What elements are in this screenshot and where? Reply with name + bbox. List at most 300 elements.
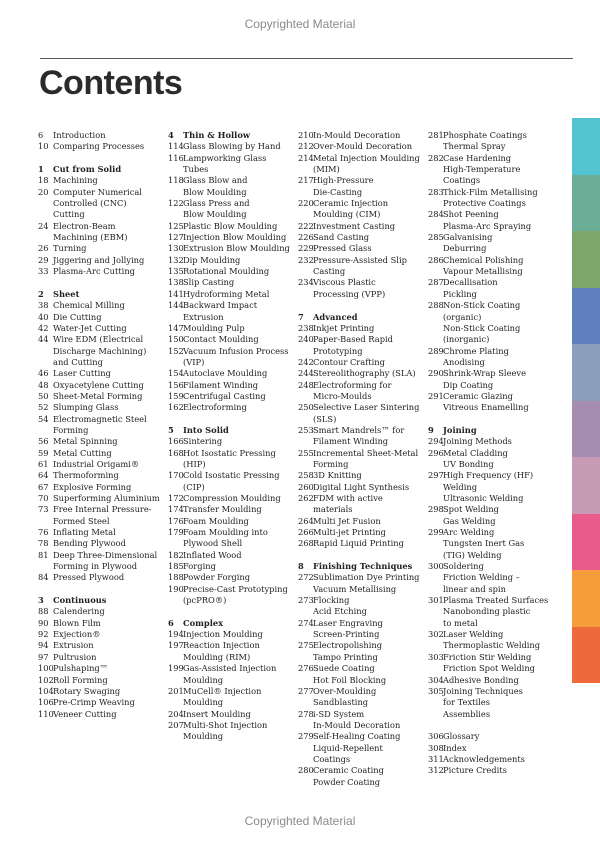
toc-entry[interactable] — [168, 255, 293, 266]
toc-entry[interactable] — [428, 765, 553, 776]
entry-line: Deep Three-Dimensional — [53, 549, 158, 560]
toc-entry[interactable] — [168, 686, 293, 709]
toc-entry[interactable] — [38, 527, 163, 538]
chapter-heading[interactable] — [38, 289, 163, 300]
page-number: 194 — [168, 629, 184, 640]
entry-line: Plywood Shell — [183, 538, 243, 549]
toc-entry[interactable] — [298, 130, 423, 141]
toc-entry[interactable] — [38, 640, 163, 651]
entry-line: (TIG) Welding — [443, 549, 502, 560]
toc-entry[interactable] — [168, 266, 293, 277]
section-spacer — [428, 414, 553, 425]
entry-line: Backward Impact — [183, 300, 258, 311]
entry-line: Inflated Wood — [183, 549, 242, 560]
entry-line: Dip Coating — [443, 379, 494, 390]
entry-line: Soldering — [443, 561, 484, 572]
entry-line: Chrome Plating — [443, 345, 509, 356]
entry-line: Metal Cutting — [53, 447, 112, 458]
entry-line: Rotational Moulding — [183, 266, 270, 277]
toc-entry[interactable] — [428, 130, 553, 153]
page-number: 176 — [168, 515, 184, 526]
page-number: 116 — [168, 152, 184, 163]
entry-title — [183, 391, 293, 402]
page-number: 118 — [168, 175, 184, 186]
entry-title — [313, 130, 423, 141]
toc-entry[interactable] — [168, 300, 293, 323]
entry-line: Micro-Moulds — [313, 390, 372, 401]
toc-entry[interactable] — [298, 448, 423, 471]
toc-entry[interactable] — [38, 550, 163, 573]
toc-entry[interactable] — [38, 459, 163, 470]
chapter-heading[interactable] — [168, 425, 293, 436]
toc-entry[interactable] — [168, 720, 293, 743]
entry-title — [183, 368, 293, 379]
page-number: 253 — [298, 424, 314, 435]
entry-line: Deburring — [443, 243, 487, 254]
toc-entry[interactable] — [428, 527, 553, 561]
entry-title — [53, 130, 163, 141]
toc-entry[interactable] — [38, 629, 163, 640]
entry-line: Incremental Sheet-Metal — [313, 447, 419, 458]
toc-entry[interactable] — [168, 629, 293, 640]
toc-entry[interactable] — [168, 198, 293, 221]
toc-entry[interactable] — [38, 402, 163, 413]
page-number: 185 — [168, 561, 184, 572]
toc-entry[interactable] — [298, 232, 423, 243]
toc-entry[interactable] — [298, 402, 423, 425]
entry-title — [53, 380, 163, 391]
toc-entry[interactable] — [298, 538, 423, 549]
entry-title — [183, 243, 293, 254]
chapter-number: 5 — [168, 424, 174, 435]
toc-entry[interactable] — [168, 516, 293, 527]
page-number: 54 — [38, 413, 49, 424]
entry-line: Extrusion — [53, 640, 94, 651]
toc-entry[interactable] — [298, 731, 423, 765]
chapter-heading[interactable] — [38, 595, 163, 606]
page-number: 299 — [428, 527, 444, 538]
toc-entry[interactable] — [168, 572, 293, 583]
toc-entry[interactable] — [168, 141, 293, 152]
toc-entry[interactable] — [168, 277, 293, 288]
entry-line: Insert Moulding — [183, 708, 251, 719]
toc-entry[interactable] — [38, 572, 163, 583]
entry-title — [313, 402, 423, 425]
entry-line: Contact Moulding — [183, 334, 259, 345]
toc-entry[interactable] — [168, 289, 293, 300]
toc-entry[interactable] — [38, 482, 163, 493]
page-number: 287 — [428, 277, 444, 288]
toc-entry[interactable] — [298, 686, 423, 709]
page-number: 312 — [428, 765, 444, 776]
toc-entry[interactable] — [298, 516, 423, 527]
toc-entry[interactable] — [428, 436, 553, 447]
toc-entry[interactable] — [428, 209, 553, 232]
toc-entry[interactable] — [38, 368, 163, 379]
entry-line: Advanced — [313, 311, 358, 322]
toc-entry[interactable] — [298, 765, 423, 788]
toc-entry[interactable] — [428, 675, 553, 686]
toc-entry[interactable] — [168, 504, 293, 515]
toc-entry[interactable] — [428, 448, 553, 471]
toc-entry[interactable] — [168, 175, 293, 198]
toc-entry[interactable] — [38, 266, 163, 277]
entry-title — [443, 754, 553, 765]
chapter-title — [183, 425, 293, 436]
toc-entry[interactable] — [38, 312, 163, 323]
entry-line: Plastic Blow Moulding — [183, 220, 278, 231]
page-number: 190 — [168, 583, 184, 594]
toc-entry[interactable] — [428, 686, 553, 720]
toc-entry[interactable] — [38, 709, 163, 720]
toc-entry[interactable] — [298, 380, 423, 403]
toc-entry[interactable] — [38, 448, 163, 459]
entry-line: Die Cutting — [53, 311, 102, 322]
entry-line: Electron-Beam — [53, 220, 116, 231]
toc-entry[interactable] — [428, 232, 553, 255]
chapter-number: 1 — [38, 164, 44, 175]
toc-entry[interactable] — [38, 187, 163, 221]
toc-entry[interactable] — [298, 482, 423, 493]
entry-line: Electropolishing — [313, 640, 383, 651]
entry-title — [183, 561, 293, 572]
toc-entry[interactable] — [428, 561, 553, 595]
toc-entry[interactable] — [168, 402, 293, 413]
page-number: 46 — [38, 368, 49, 379]
toc-entry[interactable] — [38, 391, 163, 402]
toc-entry[interactable] — [428, 391, 553, 414]
toc-entry[interactable] — [38, 243, 163, 254]
entry-line: Plasma Treated Surfaces — [443, 595, 549, 606]
toc-entry[interactable] — [298, 470, 423, 481]
entry-line: High-Pressure — [313, 175, 374, 186]
entry-title — [183, 709, 293, 720]
toc-entry[interactable] — [168, 243, 293, 254]
toc-entry[interactable] — [298, 663, 423, 686]
toc-entry[interactable] — [38, 300, 163, 311]
page-number: 170 — [168, 470, 184, 481]
entry-title — [313, 595, 423, 618]
entry-title — [183, 380, 293, 391]
page-number: 266 — [298, 527, 314, 538]
toc-entry[interactable] — [168, 346, 293, 369]
toc-entry[interactable] — [38, 414, 163, 437]
entry-title — [313, 538, 423, 549]
page-number: 102 — [38, 674, 54, 685]
entry-title — [53, 255, 163, 266]
entry-line: Plasma-Arc Cutting — [53, 266, 135, 277]
entry-line: (CIP) — [183, 481, 205, 492]
entry-line: Tungsten Inert Gas — [443, 538, 525, 549]
entry-title — [183, 402, 293, 413]
toc-entry[interactable] — [298, 357, 423, 368]
toc-entry[interactable] — [38, 606, 163, 617]
entry-title — [313, 482, 423, 493]
entry-title — [313, 175, 423, 198]
chapter-tab-6 — [572, 401, 600, 458]
chapter-heading[interactable] — [298, 312, 423, 323]
copyright-watermark-bottom: Copyrighted Material — [244, 814, 356, 828]
toc-entry[interactable] — [298, 572, 423, 595]
toc-entry[interactable] — [168, 368, 293, 379]
page-number: 122 — [168, 198, 184, 209]
page-number: 273 — [298, 595, 314, 606]
toc-entry[interactable] — [298, 277, 423, 300]
toc-entry[interactable] — [298, 368, 423, 379]
entry-title — [443, 368, 553, 391]
entry-line: Vitreous Enamelling — [443, 402, 529, 413]
toc-entry[interactable] — [168, 334, 293, 345]
toc-entry[interactable] — [38, 697, 163, 708]
toc-entry[interactable] — [428, 629, 553, 652]
entry-line: Joining — [443, 424, 477, 435]
toc-entry[interactable] — [298, 527, 423, 538]
toc-entry[interactable] — [38, 255, 163, 266]
toc-entry[interactable] — [168, 493, 293, 504]
toc-entry[interactable] — [168, 470, 293, 493]
page-number: 250 — [298, 402, 314, 413]
toc-entry[interactable] — [38, 323, 163, 334]
chapter-title — [183, 130, 293, 141]
toc-entry[interactable] — [428, 743, 553, 754]
toc-entry[interactable] — [38, 470, 163, 481]
entry-line: Glass Press and — [183, 198, 250, 209]
entry-title — [313, 425, 423, 448]
toc-entry[interactable] — [428, 652, 553, 675]
entry-line: Filament Winding — [183, 379, 259, 390]
entry-title — [183, 493, 293, 504]
entry-title — [313, 448, 423, 471]
toc-entry[interactable] — [38, 141, 163, 152]
page-number: 201 — [168, 685, 184, 696]
toc-entry[interactable] — [38, 618, 163, 629]
entry-line: Transfer Moulding — [183, 504, 262, 515]
toc-entry[interactable] — [428, 595, 553, 629]
toc-entry[interactable] — [428, 470, 553, 504]
toc-entry[interactable] — [428, 300, 553, 345]
entry-line: Thin & Hollow — [183, 130, 251, 140]
chapter-tab-2 — [572, 175, 600, 232]
entry-title — [53, 141, 163, 152]
toc-entry[interactable] — [298, 618, 423, 641]
entry-line: Laser Engraving — [313, 617, 383, 628]
page-number: 159 — [168, 390, 184, 401]
toc-entry[interactable] — [298, 153, 423, 176]
entry-line: Moulding — [183, 674, 224, 685]
entry-title — [53, 640, 163, 651]
toc-entry[interactable] — [298, 255, 423, 278]
entry-title — [53, 618, 163, 629]
toc-entry[interactable] — [168, 153, 293, 176]
entry-line: Ultrasonic Welding — [443, 493, 524, 503]
entry-line: Friction Spot Welding — [443, 663, 535, 674]
entry-title — [183, 277, 293, 288]
page-number: 212 — [298, 141, 314, 152]
section-spacer — [168, 414, 293, 425]
entry-title — [183, 141, 293, 152]
entry-line: to metal — [443, 617, 478, 628]
entry-line: Smart Mandrels™ for — [313, 424, 405, 435]
toc-entry[interactable] — [168, 527, 293, 550]
entry-line: UV Bonding — [443, 458, 494, 469]
entry-title — [183, 516, 293, 527]
page-number: 284 — [428, 209, 444, 220]
toc-entry[interactable] — [38, 175, 163, 186]
toc-entry[interactable] — [168, 380, 293, 391]
toc-entry[interactable] — [298, 425, 423, 448]
toc-entry[interactable] — [428, 255, 553, 278]
entry-line: Turning — [53, 243, 87, 254]
toc-entry[interactable] — [298, 175, 423, 198]
page-number: 110 — [38, 708, 54, 719]
entry-title — [53, 527, 163, 538]
entry-line: Free Internal Pressure- — [53, 504, 152, 515]
entry-title — [53, 312, 163, 323]
page-number: 104 — [38, 685, 54, 696]
entry-line: (organic) — [443, 311, 482, 322]
toc-entry[interactable] — [168, 448, 293, 471]
toc-entry[interactable] — [298, 323, 423, 334]
toc-entry[interactable] — [168, 323, 293, 334]
toc-entry[interactable] — [168, 436, 293, 447]
entry-title — [53, 414, 163, 437]
entry-title — [183, 436, 293, 447]
entry-title — [313, 221, 423, 232]
page-number: 294 — [428, 436, 444, 447]
entry-line: Jiggering and Jollying — [53, 254, 145, 265]
toc-entry[interactable] — [298, 334, 423, 357]
entry-line: Stereolithography (SLA) — [313, 368, 416, 379]
toc-entry[interactable] — [168, 640, 293, 663]
toc-entry[interactable] — [38, 663, 163, 674]
toc-entry[interactable] — [38, 380, 163, 391]
section-spacer — [298, 300, 423, 311]
toc-entry[interactable] — [168, 709, 293, 720]
entry-title — [53, 459, 163, 470]
page-number: 304 — [428, 674, 444, 685]
toc-entry[interactable] — [428, 153, 553, 187]
toc-entry[interactable] — [168, 561, 293, 572]
toc-entry[interactable] — [38, 504, 163, 527]
chapter-title — [313, 312, 423, 323]
toc-entry[interactable] — [168, 391, 293, 402]
entry-line: Computer Numerical — [53, 186, 142, 197]
toc-entry[interactable] — [38, 686, 163, 697]
toc-entry[interactable] — [168, 550, 293, 561]
toc-entry[interactable] — [38, 538, 163, 549]
page-number: 38 — [38, 300, 49, 311]
entry-line: Controlled (CNC) — [53, 198, 127, 209]
chapter-heading[interactable] — [428, 425, 553, 436]
entry-title — [183, 289, 293, 300]
page-number: 135 — [168, 266, 184, 277]
toc-entry[interactable] — [298, 595, 423, 618]
page-number: 100 — [38, 663, 54, 674]
page-number: 94 — [38, 640, 49, 651]
toc-entry[interactable] — [298, 493, 423, 516]
toc-entry[interactable] — [38, 493, 163, 504]
toc-entry[interactable] — [298, 221, 423, 232]
toc-entry[interactable] — [168, 221, 293, 232]
entry-title — [53, 493, 163, 504]
toc-entry[interactable] — [428, 504, 553, 527]
entry-line: Pultrusion — [53, 651, 97, 662]
toc-entry[interactable] — [428, 346, 553, 369]
entry-line: Multi Jet Fusion — [313, 515, 381, 526]
entry-line: (VIP) — [183, 356, 205, 367]
page-number: 18 — [38, 175, 49, 186]
toc-entry[interactable] — [168, 584, 293, 607]
toc-entry[interactable] — [168, 232, 293, 243]
chapter-heading[interactable] — [168, 618, 293, 629]
toc-entry[interactable] — [38, 652, 163, 663]
toc-entry[interactable] — [428, 277, 553, 300]
entry-title — [53, 221, 163, 244]
entry-line: Cold Isostatic Pressing — [183, 470, 280, 481]
entry-line: Superforming Aluminium — [53, 493, 160, 503]
entry-line: Anodising — [443, 356, 485, 367]
toc-entry[interactable] — [428, 368, 553, 391]
toc-entry[interactable] — [38, 334, 163, 368]
page-number: 272 — [298, 572, 314, 583]
page-number: 132 — [168, 254, 184, 265]
toc-entry[interactable] — [298, 640, 423, 663]
chapter-title — [313, 561, 423, 572]
toc-entry[interactable] — [168, 663, 293, 686]
entry-title — [313, 686, 423, 709]
entry-line: (pcPRO®) — [183, 595, 227, 606]
toc-entry[interactable] — [298, 243, 423, 254]
entry-title — [313, 663, 423, 686]
chapter-heading[interactable] — [298, 561, 423, 572]
chapter-heading[interactable] — [38, 164, 163, 175]
entry-line: Sheet — [53, 288, 80, 299]
page-number: 268 — [298, 538, 314, 549]
entry-title — [53, 550, 163, 573]
entry-title — [443, 391, 553, 414]
entry-title — [53, 482, 163, 493]
entry-line: Sand Casting — [313, 232, 370, 243]
entry-line: Coatings — [443, 175, 481, 186]
page-number: 50 — [38, 390, 49, 401]
toc-entry[interactable] — [298, 709, 423, 732]
page-number: 300 — [428, 561, 444, 572]
page-number: 229 — [298, 243, 314, 254]
toc-entry[interactable] — [298, 198, 423, 221]
toc-entry[interactable] — [38, 130, 163, 141]
entry-line: Protective Coatings — [443, 198, 526, 209]
page-number: 220 — [298, 198, 314, 209]
chapter-color-tabs — [572, 118, 600, 683]
entry-line: Laser Cutting — [53, 368, 111, 379]
entry-line: Electroforming — [183, 402, 247, 413]
chapter-heading[interactable] — [168, 130, 293, 141]
page-number: 48 — [38, 379, 49, 390]
toc-entry[interactable] — [38, 221, 163, 244]
page-number: 238 — [298, 322, 314, 333]
page-number: 90 — [38, 617, 49, 628]
entry-line: Centrifugal Casting — [183, 390, 266, 401]
toc-entry[interactable] — [428, 187, 553, 210]
page-number: 258 — [298, 470, 314, 481]
page-number: 81 — [38, 549, 49, 560]
toc-entry[interactable] — [298, 141, 423, 152]
entry-line: Digital Light Synthesis — [313, 481, 410, 492]
toc-entry[interactable] — [38, 436, 163, 447]
toc-entry[interactable] — [428, 731, 553, 742]
toc-entry[interactable] — [428, 754, 553, 765]
toc-entry[interactable] — [38, 675, 163, 686]
